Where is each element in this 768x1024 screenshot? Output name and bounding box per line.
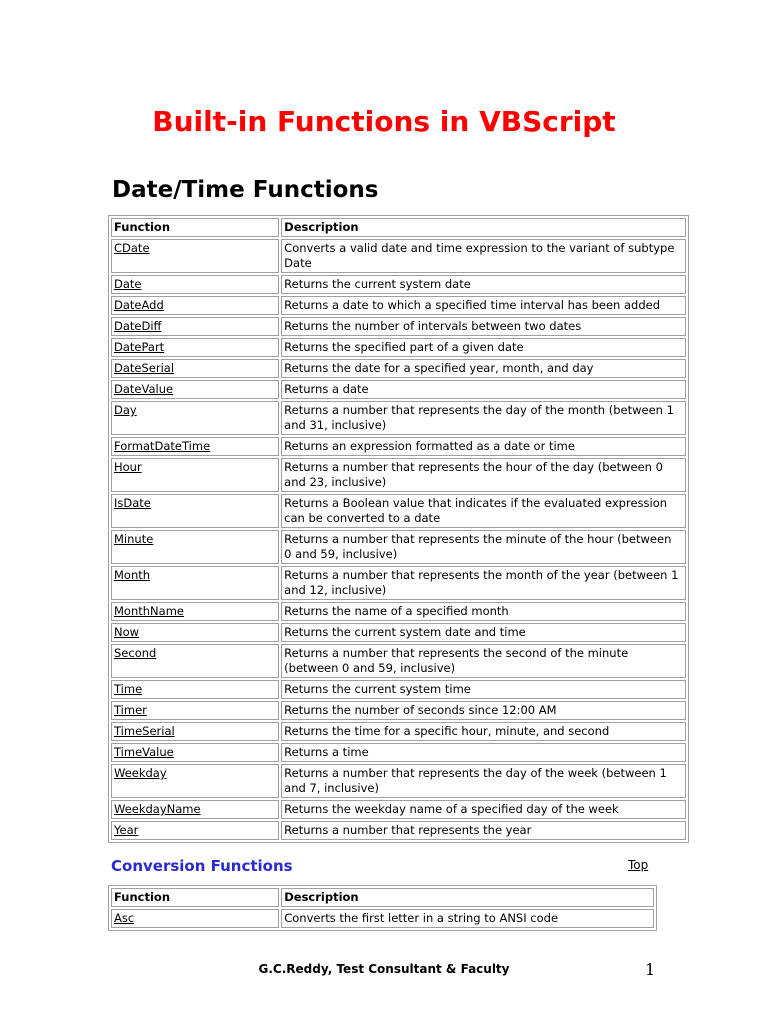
function-cell bbox=[111, 821, 279, 840]
description-cell: Converts a valid date and time expression to the variant of subtype Date bbox=[281, 239, 686, 273]
table-row bbox=[111, 821, 686, 840]
function-cell bbox=[111, 800, 279, 819]
table-row bbox=[111, 722, 686, 741]
description-cell: Returns a number that represents the month of the year (between 1 and 12, inclusive) bbox=[281, 566, 686, 600]
table-row bbox=[111, 602, 686, 621]
function-link[interactable]: WeekdayName bbox=[114, 802, 201, 816]
function-cell bbox=[111, 722, 279, 741]
description-cell: Returns a number that represents the day of the week (between 1 and 7, inclusive) bbox=[281, 764, 686, 798]
table-row bbox=[111, 437, 686, 456]
description-cell: Returns the number of intervals between two dates bbox=[281, 317, 686, 336]
description-cell: Returns a Boolean value that indicates if the evaluated expression can be converted to a date bbox=[281, 494, 686, 528]
function-cell bbox=[111, 701, 279, 720]
description-cell: Returns a time bbox=[281, 743, 686, 762]
function-cell bbox=[111, 566, 279, 600]
function-link[interactable]: Hour bbox=[114, 460, 142, 474]
function-cell bbox=[111, 530, 279, 564]
function-link[interactable]: DateAdd bbox=[114, 298, 164, 312]
description-column-header: Description bbox=[281, 218, 686, 237]
description-cell: Returns an expression formatted as a date or time bbox=[281, 437, 686, 456]
function-column-header: Function bbox=[111, 218, 279, 237]
table-row bbox=[111, 743, 686, 762]
description-column-header: Description bbox=[281, 888, 654, 907]
function-column-header: Function bbox=[111, 888, 279, 907]
description-cell: Returns a number that represents the minute of the hour (between 0 and 59, inclusive) bbox=[281, 530, 686, 564]
description-cell: Returns a number that represents the day of the month (between 1 and 31, inclusive) bbox=[281, 401, 686, 435]
table-row bbox=[111, 296, 686, 315]
function-cell bbox=[111, 644, 279, 678]
footer-author: G.C.Reddy, Test Consultant & Faculty bbox=[258, 962, 510, 976]
function-cell bbox=[111, 680, 279, 699]
description-cell: Converts the first letter in a string to ANSI code bbox=[281, 909, 654, 928]
function-cell bbox=[111, 401, 279, 435]
function-link[interactable]: IsDate bbox=[114, 496, 151, 510]
table-row bbox=[111, 458, 686, 492]
table-row bbox=[111, 566, 686, 600]
function-link[interactable]: TimeValue bbox=[114, 745, 174, 759]
function-link[interactable]: DatePart bbox=[114, 340, 165, 354]
function-link[interactable]: Month bbox=[114, 568, 151, 582]
description-cell: Returns the specified part of a given date bbox=[281, 338, 686, 357]
function-link[interactable]: Day bbox=[114, 403, 137, 417]
function-cell bbox=[111, 602, 279, 621]
function-cell bbox=[111, 623, 279, 642]
function-cell bbox=[111, 239, 279, 273]
table-row bbox=[111, 701, 686, 720]
table-header-row bbox=[111, 218, 686, 237]
description-cell: Returns the date for a specified year, month, and day bbox=[281, 359, 686, 378]
table-row bbox=[111, 909, 654, 928]
page-number: 1 bbox=[645, 960, 656, 979]
function-link[interactable]: Time bbox=[114, 682, 143, 696]
function-link[interactable]: DateSerial bbox=[114, 361, 175, 375]
table-row bbox=[111, 623, 686, 642]
table-header-row bbox=[111, 888, 654, 907]
function-cell bbox=[111, 317, 279, 336]
function-link[interactable]: Now bbox=[114, 625, 140, 639]
function-link[interactable]: Weekday bbox=[114, 766, 167, 780]
function-cell bbox=[111, 494, 279, 528]
description-cell: Returns the time for a specific hour, minute, and second bbox=[281, 722, 686, 741]
conversion-functions-heading: Conversion Functions bbox=[111, 857, 293, 875]
function-link[interactable]: CDate bbox=[114, 241, 150, 255]
function-link[interactable]: Second bbox=[114, 646, 157, 660]
function-cell bbox=[111, 359, 279, 378]
function-link[interactable]: FormatDateTime bbox=[114, 439, 211, 453]
function-cell bbox=[111, 458, 279, 492]
table-row bbox=[111, 359, 686, 378]
function-cell bbox=[111, 275, 279, 294]
table-row bbox=[111, 644, 686, 678]
conversion-functions-table bbox=[108, 885, 657, 931]
page-title: Built-in Functions in VBScript bbox=[152, 105, 616, 138]
function-cell bbox=[111, 764, 279, 798]
description-cell: Returns a date to which a specified time interval has been added bbox=[281, 296, 686, 315]
table-row bbox=[111, 800, 686, 819]
function-cell bbox=[111, 338, 279, 357]
table-row bbox=[111, 401, 686, 435]
description-cell: Returns the weekday name of a specified day of the week bbox=[281, 800, 686, 819]
function-cell bbox=[111, 437, 279, 456]
function-link[interactable]: Asc bbox=[114, 911, 135, 925]
description-cell: Returns the current system date bbox=[281, 275, 686, 294]
function-link[interactable]: DateValue bbox=[114, 382, 174, 396]
description-cell: Returns the number of seconds since 12:00 AM bbox=[281, 701, 686, 720]
description-cell: Returns the current system date and time bbox=[281, 623, 686, 642]
function-link[interactable]: Timer bbox=[114, 703, 147, 717]
function-link[interactable]: DateDiff bbox=[114, 319, 162, 333]
table-row bbox=[111, 680, 686, 699]
function-cell bbox=[111, 909, 279, 928]
description-cell: Returns a number that represents the year bbox=[281, 821, 686, 840]
description-cell: Returns the name of a specified month bbox=[281, 602, 686, 621]
table-row bbox=[111, 380, 686, 399]
table-row bbox=[111, 494, 686, 528]
function-link[interactable]: TimeSerial bbox=[114, 724, 175, 738]
table-row bbox=[111, 317, 686, 336]
table-row bbox=[111, 275, 686, 294]
table-row bbox=[111, 338, 686, 357]
description-cell: Returns a date bbox=[281, 380, 686, 399]
function-link[interactable]: Minute bbox=[114, 532, 154, 546]
table-row bbox=[111, 239, 686, 273]
function-cell bbox=[111, 296, 279, 315]
function-link[interactable]: Date bbox=[114, 277, 142, 291]
function-link[interactable]: Year bbox=[114, 823, 139, 837]
function-link[interactable]: MonthName bbox=[114, 604, 184, 618]
description-cell: Returns a number that represents the second of the minute (between 0 and 59, inclusive) bbox=[281, 644, 686, 678]
description-cell: Returns the current system time bbox=[281, 680, 686, 699]
table-row bbox=[111, 530, 686, 564]
function-cell bbox=[111, 380, 279, 399]
date-time-functions-table bbox=[108, 215, 689, 843]
table-row bbox=[111, 764, 686, 798]
description-cell: Returns a number that represents the hour of the day (between 0 and 23, inclusive) bbox=[281, 458, 686, 492]
function-cell bbox=[111, 743, 279, 762]
date-time-heading: Date/Time Functions bbox=[112, 177, 379, 203]
top-link[interactable]: Top bbox=[628, 858, 649, 872]
